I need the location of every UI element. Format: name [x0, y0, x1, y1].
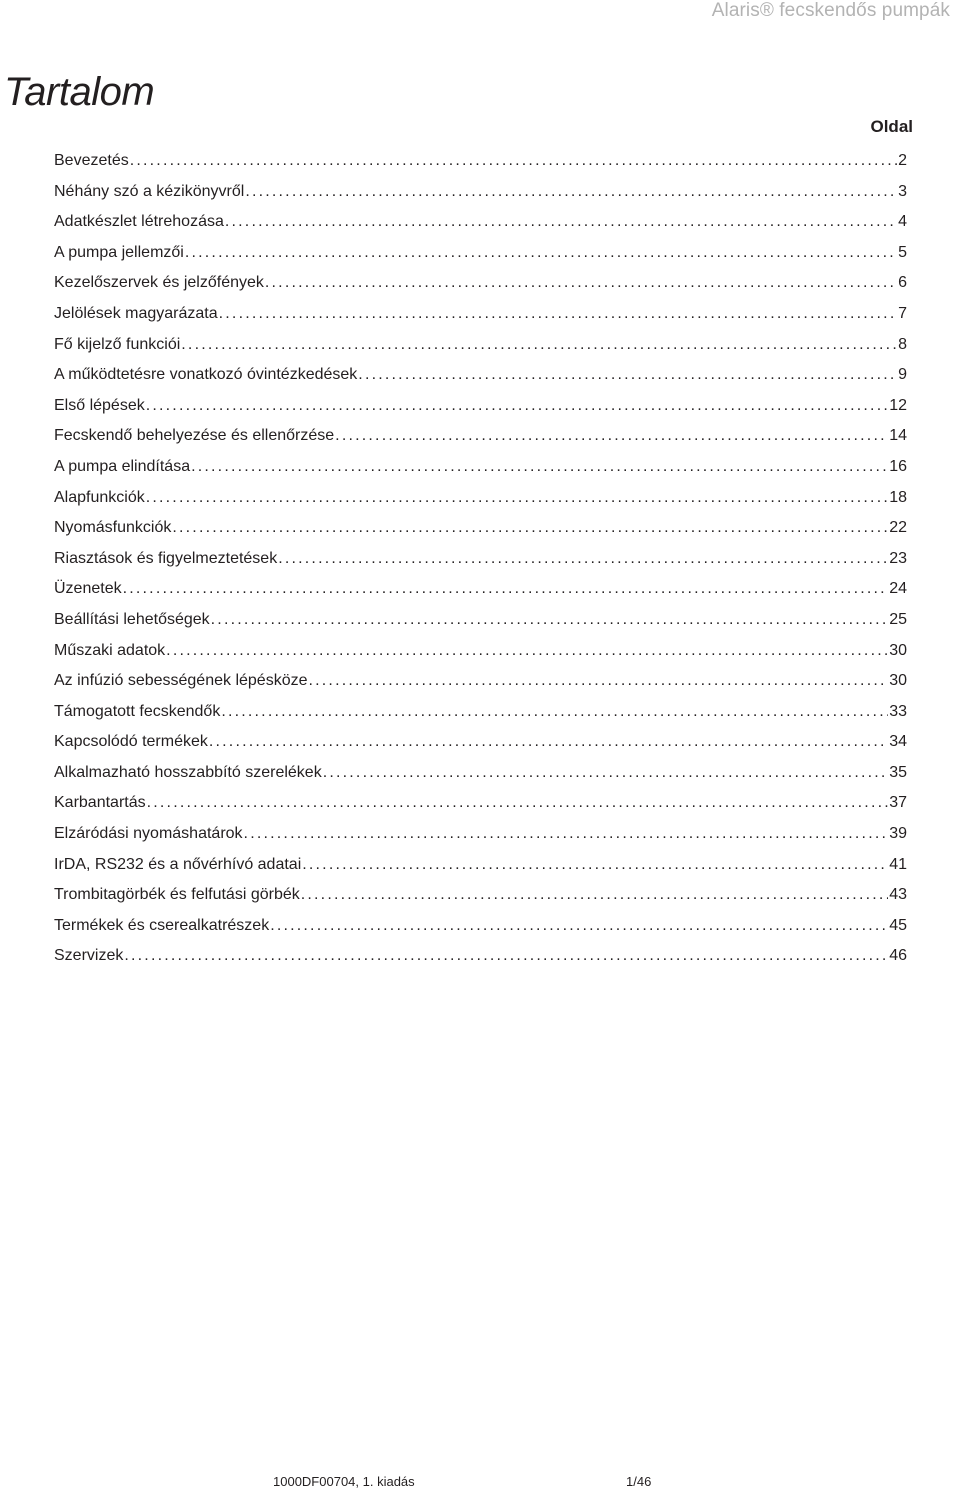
toc-dot-leader	[358, 360, 897, 391]
running-header-title: Alaris® fecskendős pumpák	[711, 0, 950, 21]
toc-entry[interactable]	[54, 911, 907, 942]
toc-entry[interactable]	[54, 483, 907, 514]
toc-entry[interactable]	[54, 360, 907, 391]
toc-dot-leader	[219, 299, 897, 330]
toc-dot-leader	[301, 880, 888, 911]
toc-entry-label: IrDA, RS232 és a nővérhívó adatai	[54, 855, 302, 873]
toc-entry-label: Első lépések	[54, 396, 145, 414]
toc-entry[interactable]	[54, 605, 907, 636]
toc-dot-leader	[302, 850, 888, 881]
toc-entry-page-number: 6	[898, 274, 907, 292]
toc-entry-label: Szervizek	[54, 947, 124, 965]
toc-entry-label: Riasztások és figyelmeztetések	[54, 549, 278, 567]
toc-entry-page-number: 23	[889, 549, 907, 567]
toc-entry[interactable]	[54, 391, 907, 422]
toc-entry-label: Adatkészlet létrehozása	[54, 213, 224, 231]
toc-entry-page-number: 34	[889, 733, 907, 751]
toc-entry-label: Karbantartás	[54, 794, 146, 812]
toc-entry-page-number: 43	[889, 886, 907, 904]
toc-dot-leader	[309, 666, 889, 697]
page-title: Tartalom	[4, 70, 155, 114]
toc-dot-leader	[245, 177, 897, 208]
toc-entry-label: Nyomásfunkciók	[54, 519, 172, 537]
toc-dot-leader	[123, 574, 889, 605]
toc-dot-leader	[265, 268, 897, 299]
toc-entry-page-number: 33	[889, 702, 907, 720]
toc-entry-page-number: 39	[889, 825, 907, 843]
toc-entry-label: Műszaki adatok	[54, 641, 166, 659]
toc-entry[interactable]	[54, 574, 907, 605]
toc-entry-page-number: 37	[889, 794, 907, 812]
toc-entry[interactable]	[54, 452, 907, 483]
toc-entry-label: Alapfunkciók	[54, 488, 145, 506]
toc-entry-label: A pumpa jellemzői	[54, 243, 184, 261]
toc-entry-label: Trombitagörbék és felfutási görbék	[54, 886, 300, 904]
toc-dot-leader	[166, 636, 888, 667]
toc-entry[interactable]	[54, 238, 907, 269]
toc-entry-page-number: 2	[898, 152, 907, 169]
toc-entry-page-number: 7	[898, 304, 907, 322]
toc-entry-label: Jelölések magyarázata	[54, 304, 218, 322]
toc-entry-label: A működtetésre vonatkozó óvintézkedések	[54, 366, 358, 384]
toc-entry-label: Az infúzió sebességének lépésköze	[54, 672, 308, 690]
toc-dot-leader	[270, 911, 888, 942]
toc-dot-leader	[124, 941, 888, 972]
toc-dot-leader	[211, 605, 889, 636]
toc-dot-leader	[172, 513, 888, 544]
toc-dot-leader	[185, 238, 897, 269]
toc-entry-label: Bevezetés	[54, 152, 129, 169]
toc-entry-page-number: 18	[889, 488, 907, 506]
toc-entry-page-number: 30	[889, 641, 907, 659]
toc-entry-label: Üzenetek	[54, 580, 122, 598]
toc-dot-leader	[146, 483, 888, 514]
toc-dot-leader	[323, 758, 889, 789]
toc-entry-page-number: 14	[889, 427, 907, 445]
toc-entry-page-number: 3	[898, 182, 907, 200]
toc-entry-label: A pumpa elindítása	[54, 457, 191, 475]
footer-document-code: 1000DF00704, 1. kiadás	[273, 1474, 415, 1489]
toc-entry-page-number: 16	[889, 457, 907, 475]
toc-dot-leader	[278, 544, 888, 575]
toc-dot-leader	[209, 727, 888, 758]
toc-entry-page-number: 8	[898, 335, 907, 353]
toc-entry-page-number: 25	[889, 610, 907, 628]
toc-entry-page-number: 35	[889, 763, 907, 781]
toc-entry[interactable]	[54, 177, 907, 208]
toc-dot-leader	[225, 207, 897, 238]
toc-dot-leader	[335, 421, 888, 452]
toc-entry-label: Fő kijelző funkciói	[54, 335, 181, 353]
toc-dot-leader	[130, 146, 897, 177]
toc-entry[interactable]	[54, 299, 907, 330]
toc-entry-label: Kapcsolódó termékek	[54, 733, 208, 751]
toc-entry[interactable]	[54, 544, 907, 575]
toc-entry-label: Fecskendő behelyezése és ellenőrzése	[54, 427, 335, 445]
toc-dot-leader	[191, 452, 888, 483]
toc-entry[interactable]	[54, 421, 907, 452]
toc-dot-leader	[181, 330, 897, 361]
toc-dot-leader	[221, 697, 888, 728]
toc-entry[interactable]	[54, 513, 907, 544]
toc-entry-label: Kezelőszervek és jelzőfények	[54, 274, 264, 292]
page-column-header: Oldal	[870, 117, 913, 136]
toc-entry-label: Támogatott fecskendők	[54, 702, 221, 720]
toc-entry-page-number: 30	[889, 672, 907, 690]
toc-entry[interactable]	[54, 941, 907, 972]
toc-entry[interactable]	[54, 758, 907, 789]
toc-entry-label: Néhány szó a kézikönyvről	[54, 182, 245, 200]
toc-entry-page-number: 4	[898, 213, 907, 231]
toc-entry-label: Elzáródási nyomáshatárok	[54, 825, 243, 843]
toc-entry[interactable]	[54, 880, 907, 911]
toc-entry-page-number: 5	[898, 243, 907, 261]
toc-entry[interactable]	[54, 666, 907, 697]
toc-entry[interactable]	[54, 788, 907, 819]
toc-entry[interactable]	[54, 850, 907, 881]
toc-entry-label: Alkalmazható hosszabbító szerelékek	[54, 763, 322, 781]
toc-entry-label: Termékek és cserealkatrészek	[54, 916, 270, 934]
toc-entry[interactable]	[54, 697, 907, 728]
toc-entry-label: Beállítási lehetőségek	[54, 610, 210, 628]
toc-entry-page-number: 24	[889, 580, 907, 598]
toc-entry-page-number: 41	[889, 855, 907, 873]
toc-entry[interactable]	[54, 727, 907, 758]
footer-page-indicator: 1/46	[626, 1474, 652, 1489]
toc-entry-page-number: 45	[889, 916, 907, 934]
toc-entry[interactable]	[54, 146, 907, 177]
toc-entry[interactable]	[54, 207, 907, 238]
toc-entry[interactable]	[54, 268, 907, 299]
toc-entry-page-number: 12	[889, 396, 907, 414]
toc-entry-page-number: 9	[898, 366, 907, 384]
toc-entry-page-number: 46	[889, 947, 907, 965]
toc-entry[interactable]	[54, 330, 907, 361]
toc-entry[interactable]	[54, 636, 907, 667]
toc-entry-page-number: 22	[889, 519, 907, 537]
toc-dot-leader	[146, 391, 888, 422]
toc-dot-leader	[244, 819, 889, 850]
toc-dot-leader	[147, 788, 889, 819]
table-of-contents	[54, 146, 907, 972]
toc-entry[interactable]	[54, 819, 907, 850]
